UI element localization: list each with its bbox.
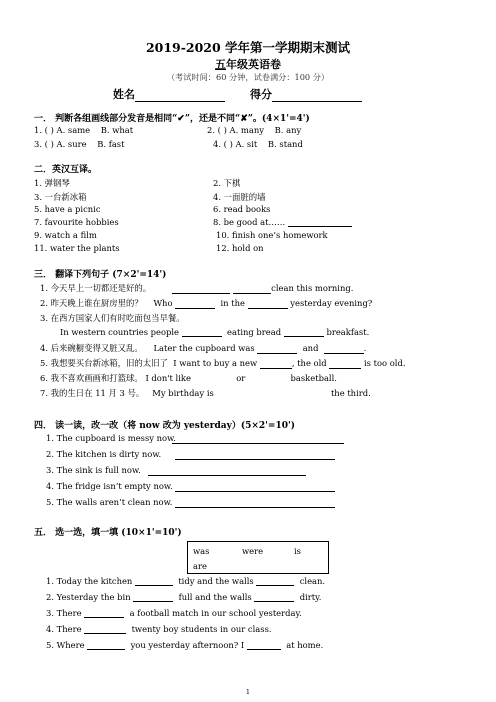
s3-sentence-7: 7. 我的生日在 11 月 3 号。 My birthday is the third. xyxy=(40,388,371,398)
section4-heading: 四． 读一读，改一改（将 now 改为 yesterday）(5×2'=10') xyxy=(34,421,295,431)
s2-left-5: 9. watch a film xyxy=(34,230,97,240)
s2-right-5: 10. finish one’s homework xyxy=(216,230,328,240)
s3-sentence-5: 5. 我想要买台新冰箱，旧的太旧了 I want to buy a new , the old is too old. xyxy=(40,358,406,368)
answer-blank xyxy=(288,217,352,227)
s1-item-1: 1. ( ) A. same B. what xyxy=(34,125,134,135)
s4-answer-line-1 xyxy=(172,434,344,444)
s5-item-5: 5. Where you yesterday afternoon? I at home. xyxy=(46,640,324,650)
s4-item-1: 1. The cupboard is messy now. xyxy=(46,433,176,443)
s3-sentence-3-cn: 3. 在西方国家人们有时吃面包当早餐。 xyxy=(40,313,185,323)
section2-heading: 二．英汉互译。 xyxy=(34,165,98,175)
s2-left-2: 3. 一台新冰箱 xyxy=(34,192,87,202)
s4-item-2: 2. The kitchen is dirty now. xyxy=(46,449,162,459)
score-field xyxy=(250,86,362,102)
s2-right-1: 2. 下棋 xyxy=(213,178,241,188)
grade-number: 五 xyxy=(215,58,226,71)
s3-sentence-3-en: In western countries people eating bread breakfast. xyxy=(60,327,370,337)
s5-item-2: 2. Yesterday the bin full and the walls dirty. xyxy=(46,592,322,602)
s3-sentence-4: 4. 后来碗橱变得又脏又乱。 Later the cupboard was and . xyxy=(40,343,367,353)
exam-title: 2019-2020 学年第一学期期末测试 xyxy=(145,40,351,55)
grade-text: 年级英语卷 xyxy=(226,58,281,71)
s2-right-2: 4. 一面脏的墙 xyxy=(213,192,266,202)
section3-heading: 三． 翻译下列句子 (7×2'=14') xyxy=(34,270,167,280)
score-line xyxy=(272,91,362,102)
word-are: are xyxy=(193,561,207,571)
s1-item-3: 3. ( ) A. sure B. fast xyxy=(34,139,125,149)
word-were: were xyxy=(242,546,264,556)
exam-subtitle xyxy=(0,56,496,72)
s1-item-2: 2. ( ) A. many B. any xyxy=(207,125,302,135)
s3-sentence-1: 1. 今天早上一切都还是好的。 clean this morning. xyxy=(40,283,354,293)
exam-info: （考试时间：60 分钟，试卷满分：100 分） xyxy=(166,72,330,82)
name-field xyxy=(113,86,225,102)
s2-left-6: 11. water the plants xyxy=(34,243,120,253)
s3-sentence-2: 2. 昨天晚上谁在厨房里的？ Who in the yesterday evening? xyxy=(40,298,373,308)
s5-item-3: 3. There a football match in our school yesterday. xyxy=(46,608,302,618)
s4-answer-line-5 xyxy=(175,498,335,508)
name-label: 姓名 xyxy=(113,88,135,101)
s4-answer-line-2 xyxy=(175,450,335,460)
s2-right-6: 12. hold on xyxy=(216,243,264,253)
word-was: was xyxy=(193,546,210,556)
s2-left-3: 5. have a picnic xyxy=(34,204,101,214)
s5-item-4: 4. There twenty boy students in our class. xyxy=(46,624,272,634)
page-number: 1 xyxy=(245,688,251,696)
s4-item-3: 3. The sink is full now. xyxy=(46,465,141,475)
s2-left-1: 1. 弹钢琴 xyxy=(34,178,70,188)
s5-item-1: 1. Today the kitchen tidy and the walls clean. xyxy=(46,576,326,586)
s4-item-4: 4. The fridge isn’t empty now. xyxy=(46,481,173,491)
section5-heading: 五． 选一选，填一填 (10×1'=10') xyxy=(34,528,182,538)
section1-heading: 一． 判断各组画线部分发音是相同“✔”，还是不同“✘”。(4×1'=4') xyxy=(34,114,310,124)
s4-answer-line-4 xyxy=(175,482,335,492)
s1-item-4: 4. ( ) A. sit B. stand xyxy=(213,139,303,149)
name-line xyxy=(135,91,225,102)
s2-right-3: 6. read books xyxy=(213,204,271,214)
s2-left-4: 7. favourite hobbies xyxy=(34,217,119,227)
word-is: is xyxy=(294,546,301,556)
s4-answer-line-3 xyxy=(148,466,306,476)
s4-item-5: 5. The walls aren’t clean now. xyxy=(46,497,173,507)
s3-sentence-6: 6. 我不喜欢画画和打篮球。 I don't like or basketball. xyxy=(40,373,337,383)
s2-right-4: 8. be good at…… xyxy=(213,217,352,227)
score-label: 得分 xyxy=(250,88,272,101)
